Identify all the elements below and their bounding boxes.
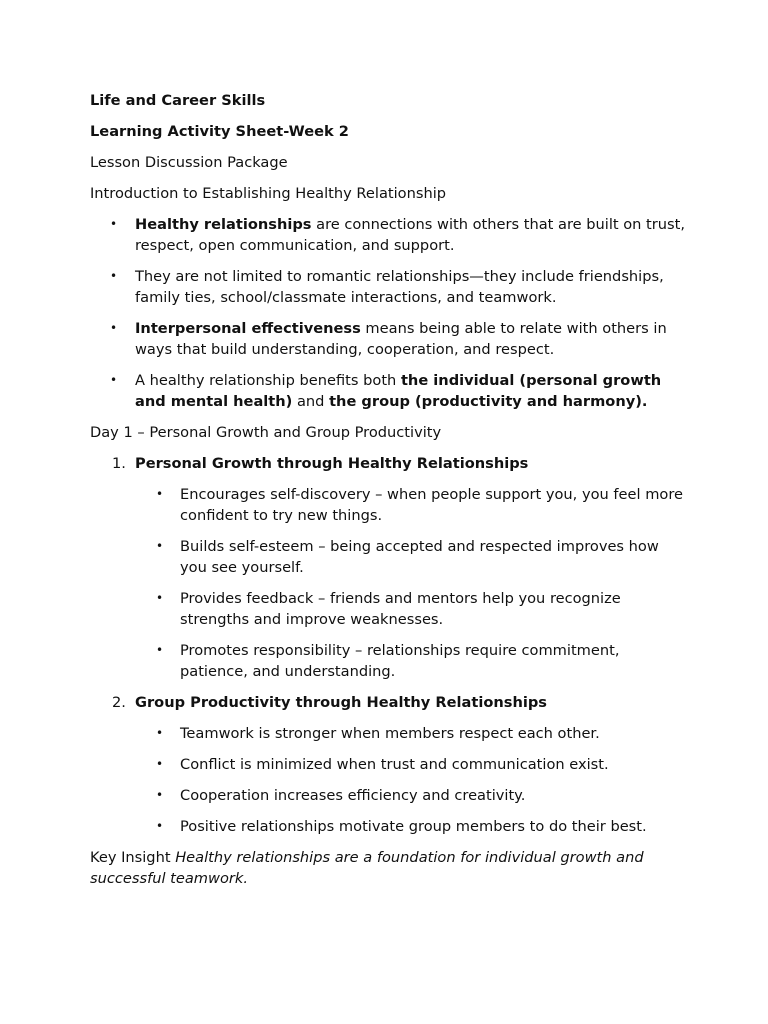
list-item: • Provides feedback – friends and mentors help you recognize strengths and improve weaknesses. (90, 588, 690, 630)
numbered-section (90, 453, 690, 682)
list-item: • Cooperation increases efficiency and creativity. (90, 785, 690, 806)
intro-bullet (90, 370, 690, 412)
section-bullet-list (90, 723, 690, 837)
bullet-text: A healthy relationship benefits both (135, 372, 401, 389)
key-insight-text: Healthy relationships are a foundation for individual growth and successful teamwork. (90, 849, 644, 887)
key-insight (90, 847, 690, 889)
bullet-text: They are not limited to romantic relationships—they include friendships, family ties, school/classmate interactions, and teamwork. (135, 268, 664, 306)
key-insight-label: Key Insight (90, 849, 176, 866)
bullet-bold-text: the group (productivity and harmony). (329, 393, 648, 410)
section-number: 2. (112, 694, 126, 711)
intro-bullet (90, 214, 690, 256)
bullet-bold-text: the individual (personal growth and mental health) (135, 372, 662, 410)
list-item: • Builds self-esteem – being accepted and respected improves how you see yourself. (90, 536, 690, 578)
intro-bullet-list (90, 214, 690, 412)
list-item: • Conflict is minimized when trust and communication exist. (90, 754, 690, 775)
list-item: • Promotes responsibility – relationships require commitment, patience, and understanding. (90, 640, 690, 682)
bullet-text: means being able to relate with others in ways that build understanding, cooperation, and respect. (135, 320, 667, 358)
intro-bullet (90, 318, 690, 360)
list-item: • Teamwork is stronger when members respect each other. (90, 723, 690, 744)
section-title: Personal Growth through Healthy Relationships (135, 455, 529, 472)
intro-bullet (90, 266, 690, 308)
intro-heading: Introduction to Establishing Healthy Relationship (90, 185, 447, 202)
document-subtitle: Learning Activity Sheet-Week 2 (90, 123, 349, 140)
bullet-text: are connections with others that are built on trust, respect, open communication, and support. (135, 216, 685, 254)
document-title: Life and Career Skills (90, 92, 266, 109)
section-heading (90, 692, 690, 713)
numbered-section (90, 692, 690, 837)
package-label: Lesson Discussion Package (90, 154, 288, 171)
day1-numbered-list (90, 453, 690, 837)
list-item: • Encourages self-discovery – when people support you, you feel more confident to try new things. (90, 484, 690, 526)
bullet-bold-text: Healthy relationships (135, 216, 312, 233)
list-item: • Positive relationships motivate group members to do their best. (90, 816, 690, 837)
section-bullet-list (90, 484, 690, 682)
bullet-bold-text: Interpersonal effectiveness (135, 320, 361, 337)
bullet-text: and (292, 393, 330, 410)
day1-heading: Day 1 – Personal Growth and Group Productivity (90, 424, 442, 441)
section-heading (90, 453, 690, 474)
document-page (90, 90, 690, 899)
section-title: Group Productivity through Healthy Relationships (135, 694, 547, 711)
section-number: 1. (112, 455, 126, 472)
